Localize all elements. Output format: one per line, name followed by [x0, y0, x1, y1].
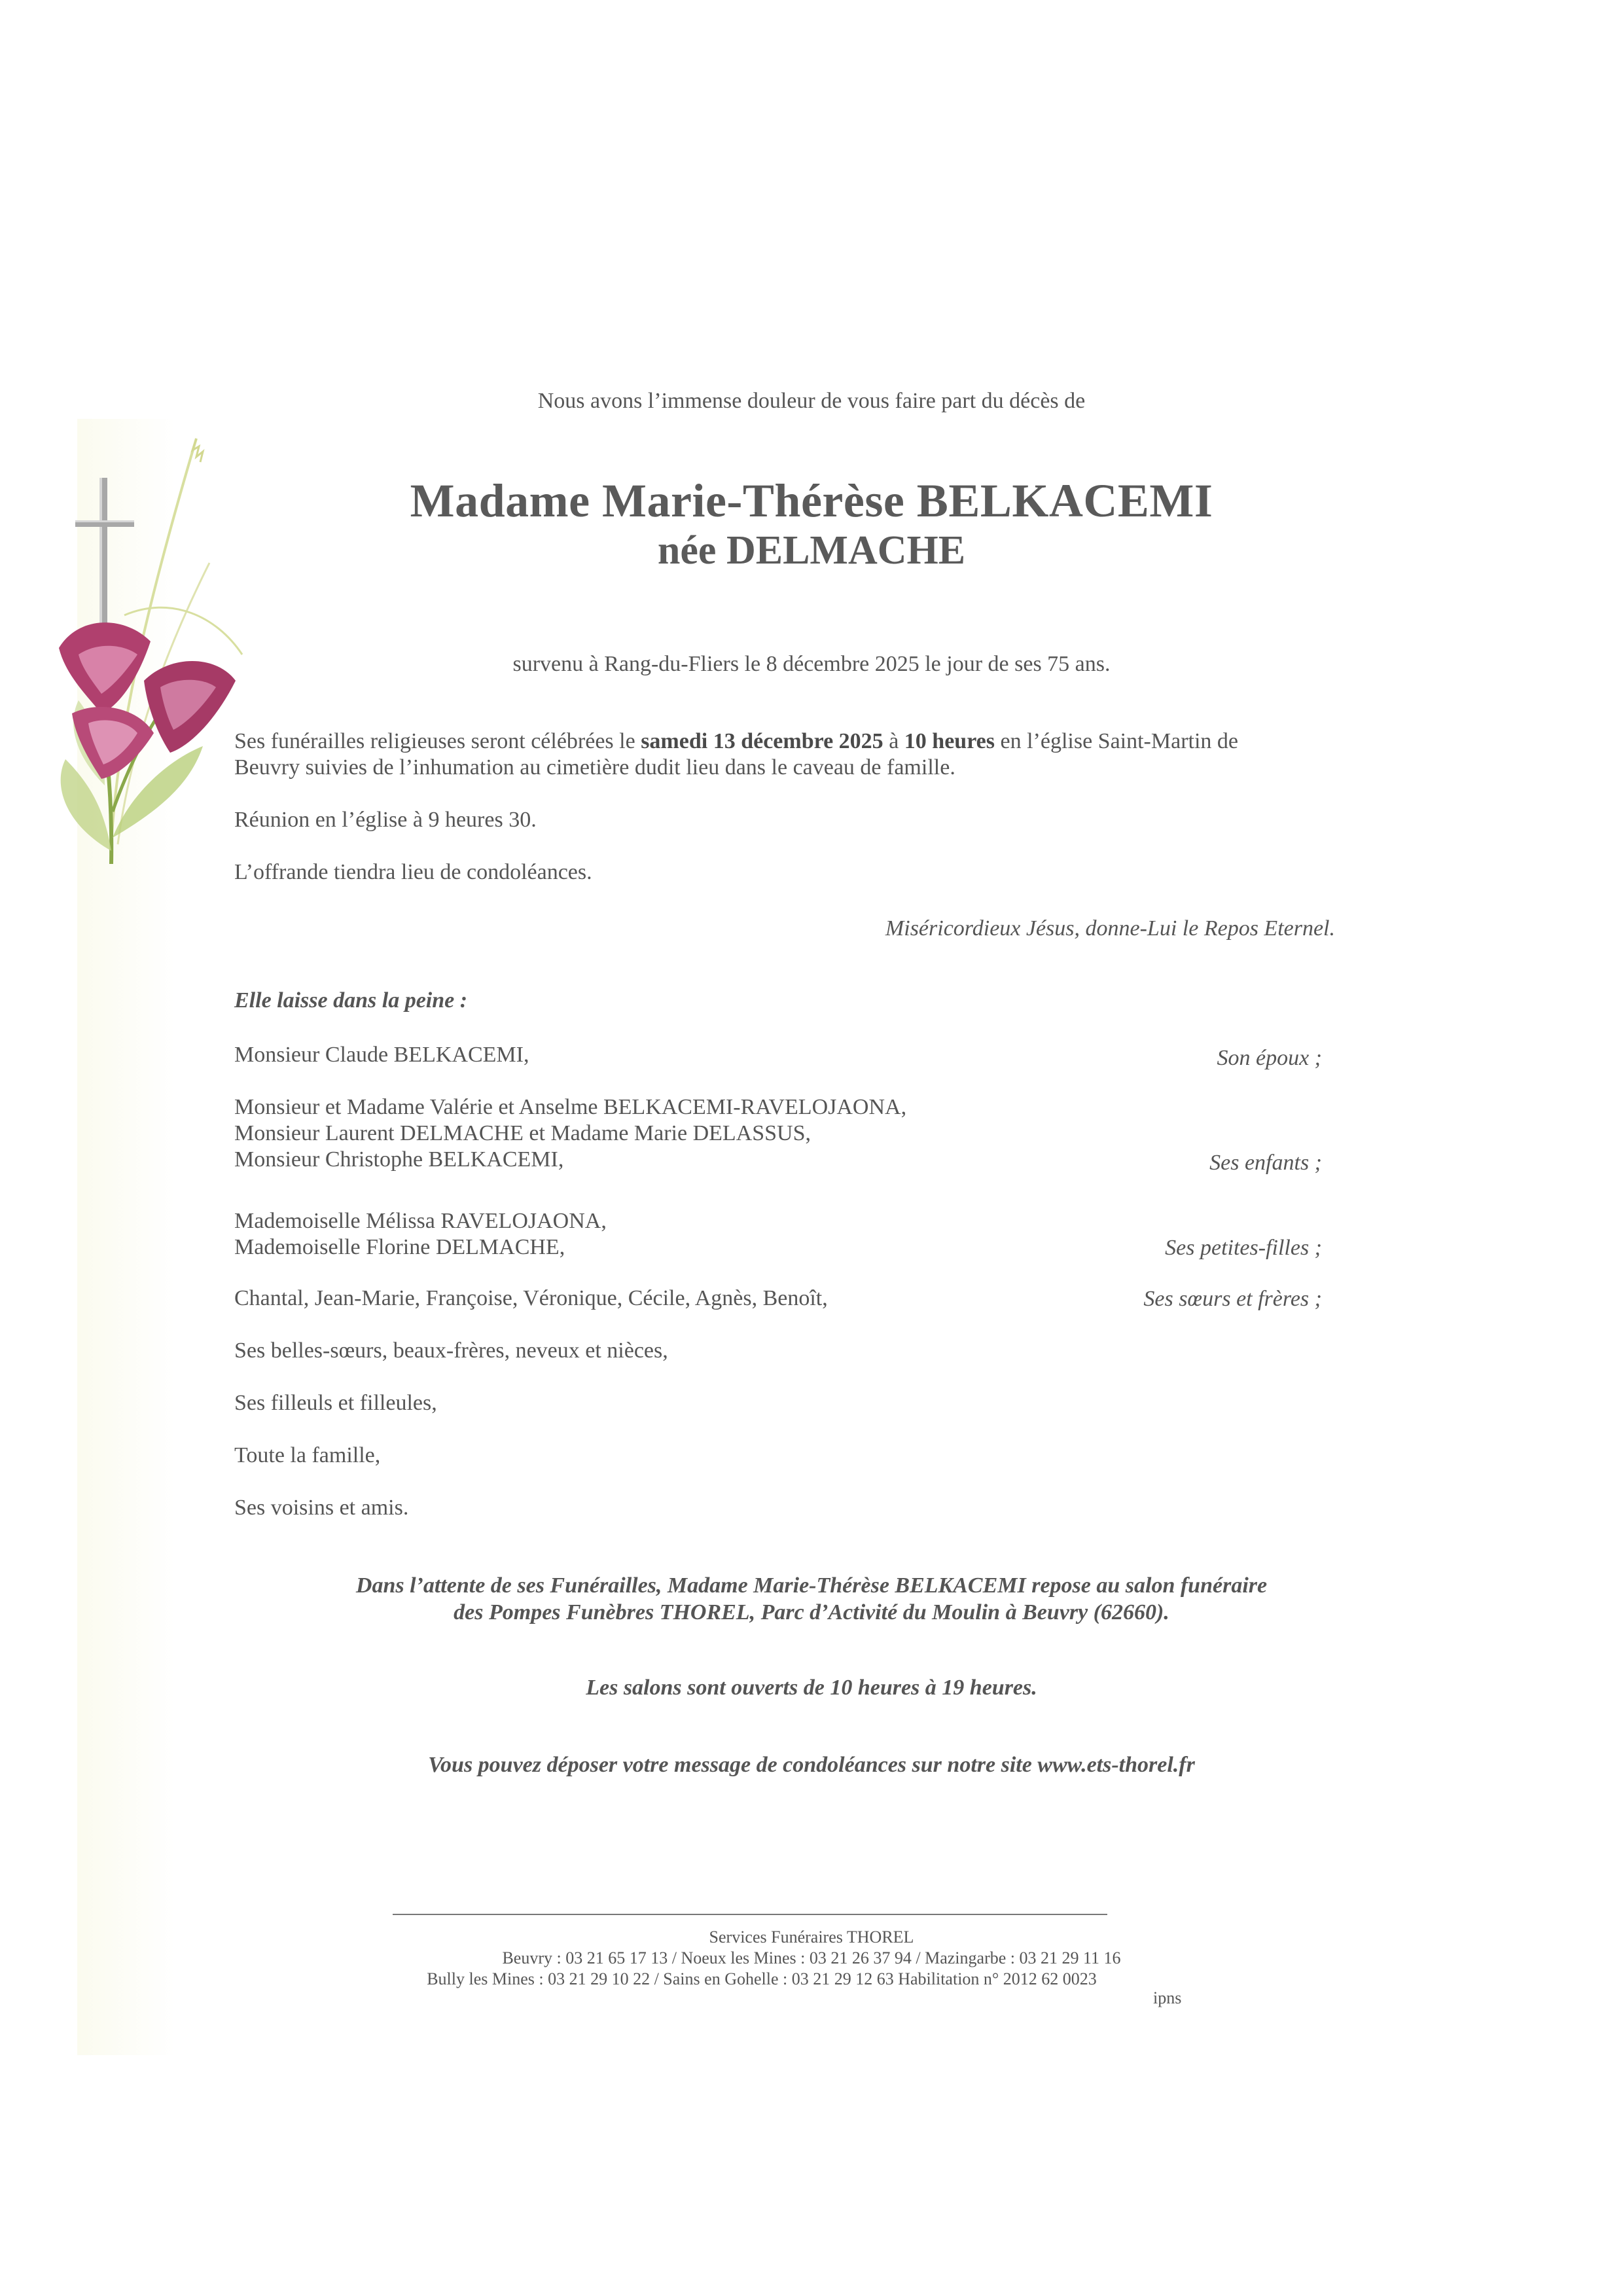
- family-names: [234, 1208, 607, 1261]
- ceremony-line-2: Beuvry suivies de l’inhumation au cimetière dudit lieu dans le caveau de famille.: [234, 755, 955, 780]
- family-relation: Ses sœurs et frères ;: [1143, 1287, 1322, 1311]
- family-other: Ses belles-sœurs, beaux-frères, neveux et nièces,: [234, 1338, 668, 1363]
- family-relation: Son époux ;: [1217, 1046, 1322, 1070]
- ceremony-date: samedi 13 décembre 2025: [641, 729, 883, 753]
- opening-hours: Les salons sont ouverts de 10 heures à 19 heures.: [586, 1676, 1037, 1700]
- family-names: [234, 1042, 529, 1068]
- offering-text: L’offrande tiendra lieu de condoléances.: [234, 860, 592, 884]
- ceremony-line-1: Ses funérailles religieuses seront célébrées le samedi 13 décembre 2025 à 10 heures en l’église Saint-Martin de: [234, 729, 1239, 753]
- family-name: Monsieur Claude BELKACEMI,: [234, 1043, 529, 1067]
- death-details: survenu à Rang-du-Fliers le 8 décembre 2025 le jour de ses 75 ans.: [512, 652, 1111, 676]
- family-names: [234, 1094, 906, 1173]
- family-name: Mademoiselle Florine DELMACHE,: [234, 1235, 565, 1259]
- family-other: Ses filleuls et filleules,: [234, 1391, 437, 1415]
- intro-text: Nous avons l’immense douleur de vous faire part du décès de: [537, 389, 1086, 413]
- footer-company: Services Funéraires THOREL: [709, 1928, 914, 1946]
- ipns-mark: ipns: [1153, 1988, 1182, 2007]
- family-heading: Elle laisse dans la peine :: [234, 988, 468, 1013]
- family-name: Monsieur Christophe BELKACEMI,: [234, 1147, 564, 1172]
- ceremony-time: 10 heures: [904, 729, 995, 753]
- footer-divider: [393, 1914, 1107, 1915]
- prayer-text: Miséricordieux Jésus, donne-Lui le Repos Eternel.: [885, 916, 1335, 941]
- rest-notice-line-2: des Pompes Funèbres THOREL, Parc d’Activité du Moulin à Beuvry (62660).: [454, 1600, 1169, 1624]
- footer-phones-2: Bully les Mines : 03 21 29 10 22 / Sains en Gohelle : 03 21 29 12 63 Habilitation n° 2012 62 0023: [427, 1969, 1097, 1988]
- family-name: Mademoiselle Mélissa RAVELOJAONA,: [234, 1209, 607, 1233]
- footer-phones-1: Beuvry : 03 21 65 17 13 / Noeux les Mines : 03 21 26 37 94 / Mazingarbe : 03 21 29 11 16: [502, 1948, 1121, 1967]
- family-relation: Ses enfants ;: [1209, 1151, 1322, 1175]
- family-name: Monsieur Laurent DELMACHE et Madame Marie DELASSUS,: [234, 1121, 812, 1145]
- family-other: Toute la famille,: [234, 1443, 381, 1467]
- family-name: Chantal, Jean-Marie, Françoise, Véronique, Cécile, Agnès, Benoît,: [234, 1286, 828, 1310]
- rest-notice-line-1: Dans l’attente de ses Funérailles, Madame Marie-Thérèse BELKACEMI repose au salon funéraire: [355, 1573, 1268, 1598]
- maiden-name: née DELMACHE: [657, 528, 966, 573]
- family-relation: Ses petites-filles ;: [1165, 1236, 1322, 1260]
- family-names: [234, 1285, 828, 1312]
- meeting-text: Réunion en l’église à 9 heures 30.: [234, 808, 537, 832]
- family-other: Ses voisins et amis.: [234, 1496, 409, 1520]
- family-name: Monsieur et Madame Valérie et Anselme BELKACEMI-RAVELOJAONA,: [234, 1095, 907, 1119]
- deceased-name: Madame Marie-Thérèse BELKACEMI: [410, 475, 1213, 527]
- condolence-website: Vous pouvez déposer votre message de condoléances sur notre site www.ets-thorel.fr: [428, 1753, 1195, 1777]
